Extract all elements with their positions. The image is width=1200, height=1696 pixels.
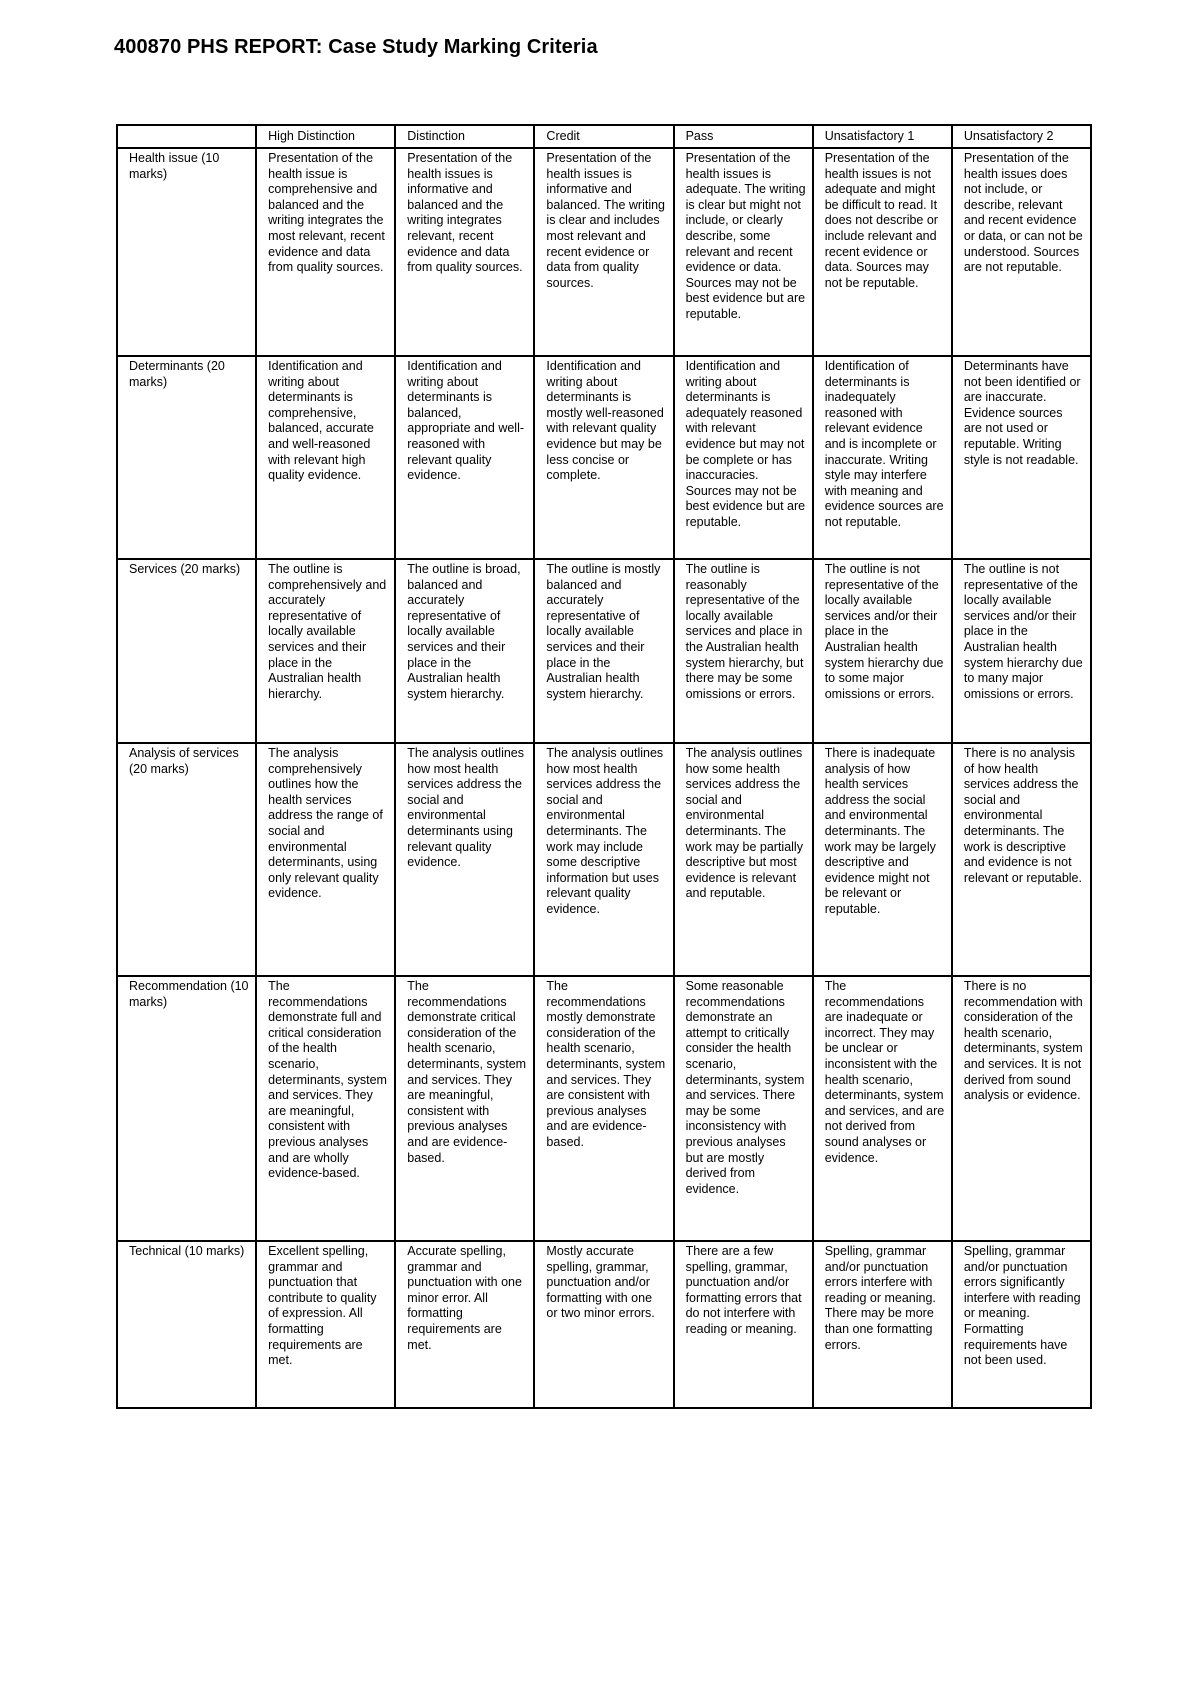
row-analysis-of-services <box>117 743 1091 976</box>
header-distinction: Distinction <box>395 125 534 148</box>
cell-unsatisfactory-2: Spelling, grammar and/or punctuation errors significantly interfere with reading or meaning. Formatting requirements have not been used. <box>952 1241 1091 1408</box>
cell-high-distinction: The analysis comprehensively outlines how the health services address the range of social and environmental determinants, using only relevant quality evidence. <box>256 743 395 976</box>
cell-unsatisfactory-2: There is no analysis of how health services address the social and environmental determinants. The work is descriptive and evidence is not relevant or reputable. <box>952 743 1091 976</box>
cell-high-distinction: Identification and writing about determinants is comprehensive, balanced, accurate and well-reasoned with relevant high quality evidence. <box>256 356 395 559</box>
cell-high-distinction: The recommendations demonstrate full and critical consideration of the health scenario, determinants, system and services. They are meaningful, consistent with previous analyses and are wholly evidence-based. <box>256 976 395 1241</box>
marking-criteria-table <box>116 124 1092 1409</box>
cell-unsatisfactory-1: Spelling, grammar and/or punctuation errors interfere with reading or meaning. There may be more than one formatting errors. <box>813 1241 952 1408</box>
cell-pass: The outline is reasonably representative of the locally available services and place in the Australian health system hierarchy, but there may be some omissions or errors. <box>674 559 813 743</box>
cell-credit: The recommendations mostly demonstrate consideration of the health scenario, determinants, system and services. They are consistent with previous analyses and are evidence-based. <box>534 976 673 1241</box>
cell-high-distinction: Presentation of the health issue is comprehensive and balanced and the writing integrates the most relevant, recent evidence and data from quality sources. <box>256 148 395 356</box>
cell-unsatisfactory-1: There is inadequate analysis of how health services address the social and environmental determinants. The work may be largely descriptive and evidence might not be relevant or reputable. <box>813 743 952 976</box>
cell-credit: Identification and writing about determinants is mostly well-reasoned with relevant quality evidence but may be less concise or complete. <box>534 356 673 559</box>
header-unsatisfactory-2: Unsatisfactory 2 <box>952 125 1091 148</box>
header-credit: Credit <box>534 125 673 148</box>
row-determinants <box>117 356 1091 559</box>
header-high-distinction: High Distinction <box>256 125 395 148</box>
document-title: 400870 PHS REPORT: Case Study Marking Criteria <box>114 36 598 58</box>
criterion-cell: Health issue (10 marks) <box>117 148 256 356</box>
cell-high-distinction: The outline is comprehensively and accurately representative of locally available services and their place in the Australian health hierarchy. <box>256 559 395 743</box>
cell-pass: Some reasonable recommendations demonstrate an attempt to critically consider the health scenario, determinants, system and services. There may be some inconsistency with previous analyses but are mostly derived from evidence. <box>674 976 813 1241</box>
cell-unsatisfactory-2: The outline is not representative of the locally available services and/or their place in the Australian health system hierarchy due to many major omissions or errors. <box>952 559 1091 743</box>
cell-credit: The outline is mostly balanced and accurately representative of locally available services and their place in the Australian health system hierarchy. <box>534 559 673 743</box>
criterion-cell: Technical (10 marks) <box>117 1241 256 1408</box>
cell-unsatisfactory-1: Presentation of the health issues is not adequate and might be difficult to read. It does not describe or include relevant and recent evidence or data. Sources may not be reputable. <box>813 148 952 356</box>
criterion-cell: Analysis of services (20 marks) <box>117 743 256 976</box>
row-technical <box>117 1241 1091 1408</box>
cell-high-distinction: Excellent spelling, grammar and punctuation that contribute to quality of expression. All formatting requirements are met. <box>256 1241 395 1408</box>
header-pass: Pass <box>674 125 813 148</box>
cell-unsatisfactory-2: Presentation of the health issues does not include, or describe, relevant and recent evidence or data, or can not be understood. Sources are not reputable. <box>952 148 1091 356</box>
header-row <box>117 125 1091 148</box>
cell-unsatisfactory-1: The recommendations are inadequate or incorrect. They may be unclear or inconsistent with the health scenario, determinants, system and services, and are not derived from sound analyses or evidence. <box>813 976 952 1241</box>
cell-credit: Presentation of the health issues is informative and balanced. The writing is clear and includes most relevant and recent evidence or data from quality sources. <box>534 148 673 356</box>
row-health-issue <box>117 148 1091 356</box>
row-recommendation <box>117 976 1091 1241</box>
row-services <box>117 559 1091 743</box>
cell-unsatisfactory-2: Determinants have not been identified or are inaccurate. Evidence sources are not used or reputable. Writing style is not readable. <box>952 356 1091 559</box>
cell-distinction: Accurate spelling, grammar and punctuation with one minor error. All formatting requirements are met. <box>395 1241 534 1408</box>
cell-unsatisfactory-1: Identification of determinants is inadequately reasoned with relevant evidence and is incomplete or inaccurate. Writing style may interfere with meaning and evidence sources are not reputable. <box>813 356 952 559</box>
cell-pass: The analysis outlines how some health services address the social and environmental determinants. The work may be partially descriptive but most evidence is relevant and reputable. <box>674 743 813 976</box>
cell-distinction: Identification and writing about determinants is balanced, appropriate and well-reasoned with relevant quality evidence. <box>395 356 534 559</box>
cell-pass: Identification and writing about determinants is adequately reasoned with relevant evidence but may not be complete or has inaccuracies. Sources may not be best evidence but are reputable. <box>674 356 813 559</box>
criterion-cell: Recommendation (10 marks) <box>117 976 256 1241</box>
cell-credit: The analysis outlines how most health services address the social and environmental determinants. The work may include some descriptive information but uses relevant quality evidence. <box>534 743 673 976</box>
cell-distinction: Presentation of the health issues is informative and balanced and the writing integrates relevant, recent evidence and data from quality sources. <box>395 148 534 356</box>
cell-unsatisfactory-1: The outline is not representative of the locally available services and/or their place in the Australian health system hierarchy due to some major omissions or errors. <box>813 559 952 743</box>
cell-distinction: The outline is broad, balanced and accurately representative of locally available services and their place in the Australian health system hierarchy. <box>395 559 534 743</box>
criterion-cell: Determinants (20 marks) <box>117 356 256 559</box>
header-unsatisfactory-1: Unsatisfactory 1 <box>813 125 952 148</box>
cell-pass: Presentation of the health issues is adequate. The writing is clear but might not include, or clearly describe, some relevant and recent evidence or data. Sources may not be best evidence but are reputable. <box>674 148 813 356</box>
cell-distinction: The analysis outlines how most health services address the social and environmental determinants using relevant quality evidence. <box>395 743 534 976</box>
header-criterion <box>117 125 256 148</box>
cell-pass: There are a few spelling, grammar, punctuation and/or formatting errors that do not interfere with reading or meaning. <box>674 1241 813 1408</box>
criterion-cell: Services (20 marks) <box>117 559 256 743</box>
cell-credit: Mostly accurate spelling, grammar, punctuation and/or formatting with one or two minor errors. <box>534 1241 673 1408</box>
cell-distinction: The recommendations demonstrate critical consideration of the health scenario, determinants, system and services. They are meaningful, consistent with previous analyses and are evidence-based. <box>395 976 534 1241</box>
cell-unsatisfactory-2: There is no recommendation with consideration of the health scenario, determinants, system and services. It is not derived from sound analysis or evidence. <box>952 976 1091 1241</box>
